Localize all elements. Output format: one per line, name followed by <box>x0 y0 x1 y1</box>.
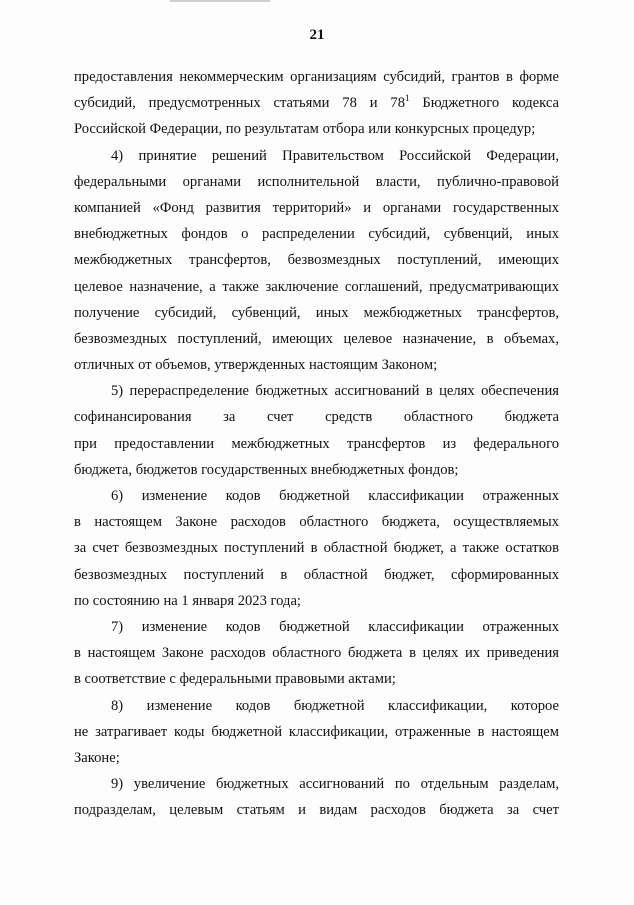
text-line <box>74 378 559 404</box>
text-line <box>74 535 559 561</box>
text-line <box>74 431 559 457</box>
text-line-content: федеральными органами исполнительной власти, публично-правовой <box>74 173 559 190</box>
text-line <box>74 64 559 90</box>
text-line <box>74 90 559 116</box>
text-line-content: в настоящем Законе расходов областного бюджета в целях их приведения <box>74 645 559 662</box>
text-line <box>74 274 559 300</box>
text-line-content: софинансирования за счет средств областного бюджета <box>74 409 559 426</box>
text-line-content: Законе; <box>74 749 120 766</box>
text-line-content: подразделам, целевым статьям и видам расходов бюджета за счет <box>74 802 559 819</box>
text-line-content: 7) изменение кодов бюджетной классификации отраженных <box>111 618 559 635</box>
text-line <box>74 588 559 614</box>
text-line-content: в настоящем Законе расходов областного бюджета, осуществляемых <box>74 514 559 531</box>
text-line <box>74 247 559 273</box>
text-line-content: по состоянию на 1 января 2023 года; <box>74 592 301 609</box>
text-line-content: безвозмездных поступлений, имеющих целевое назначение, в объемах, <box>74 330 559 347</box>
text-line <box>74 221 559 247</box>
text-line <box>74 745 559 771</box>
text-line-content: 6) изменение кодов бюджетной классификации отраженных <box>111 488 559 504</box>
text-line <box>74 300 559 326</box>
superscript: 1 <box>405 93 410 104</box>
text-line-content: компанией «Фонд развития территорий» и органами государственных <box>74 199 559 216</box>
text-line <box>74 509 559 535</box>
text-line-content: при предоставлении межбюджетных трансфертов из федерального <box>74 435 559 452</box>
text-line <box>74 614 559 640</box>
text-line <box>74 693 559 719</box>
text-line <box>74 719 559 745</box>
text-line-content: не затрагивает коды бюджетной классификации, отраженные в настоящем <box>74 723 559 740</box>
text-line-content: целевое назначение, а также заключение соглашений, предусматривающих <box>74 278 559 295</box>
text-line <box>74 771 559 797</box>
text-line <box>74 562 559 588</box>
document-body <box>74 64 559 823</box>
text-line-content: предоставления некоммерческим организациям субсидий, грантов в форме <box>74 69 559 85</box>
text-line-content: отличных от объемов, утвержденных настоящим Законом; <box>74 357 438 374</box>
text-line <box>74 797 559 823</box>
text-line <box>74 457 559 483</box>
text-line-continuation: Бюджетного кодекса <box>409 95 559 112</box>
text-line <box>74 483 559 509</box>
text-line-content: получение субсидий, субвенций, иных межбюджетных трансфертов, <box>74 304 559 321</box>
page-number: 21 <box>309 27 325 43</box>
text-line <box>74 326 559 352</box>
text-line-content: 9) увеличение бюджетных ассигнований по отдельным разделам, <box>111 776 559 793</box>
text-line-content: 5) перераспределение бюджетных ассигнований в целях обеспечения <box>111 383 559 400</box>
text-line-content: межбюджетных трансфертов, безвозмездных поступлений, имеющих <box>74 252 559 269</box>
text-line <box>74 666 559 692</box>
text-line-content: внебюджетных фондов о распределении субсидий, субвенций, иных <box>74 226 559 243</box>
text-line <box>74 404 559 430</box>
text-line-content: за счет безвозмездных поступлений в областной бюджет, а также остатков <box>74 540 559 557</box>
text-line-content: субсидий, предусмотренных статьями 78 и 78 <box>74 95 406 112</box>
text-line <box>74 352 559 378</box>
text-line <box>74 195 559 221</box>
text-line <box>74 640 559 666</box>
text-line <box>74 116 559 142</box>
text-line-content: в соответствие с федеральными правовыми актами; <box>74 671 396 688</box>
text-line-content: 4) принятие решений Правительством Российской Федерации, <box>111 147 559 164</box>
text-line-content: безвозмездных поступлений в областной бюджет, сформированных <box>74 566 559 583</box>
scan-edge-artifact <box>170 0 270 2</box>
text-line-content: 8) изменение кодов бюджетной классификации, которое <box>111 697 559 714</box>
text-line <box>74 143 559 169</box>
text-line <box>74 169 559 195</box>
text-line-content: бюджета, бюджетов государственных внебюджетных фондов; <box>74 461 459 478</box>
text-line-content: Российской Федерации, по результатам отбора или конкурсных процедур; <box>74 121 536 138</box>
